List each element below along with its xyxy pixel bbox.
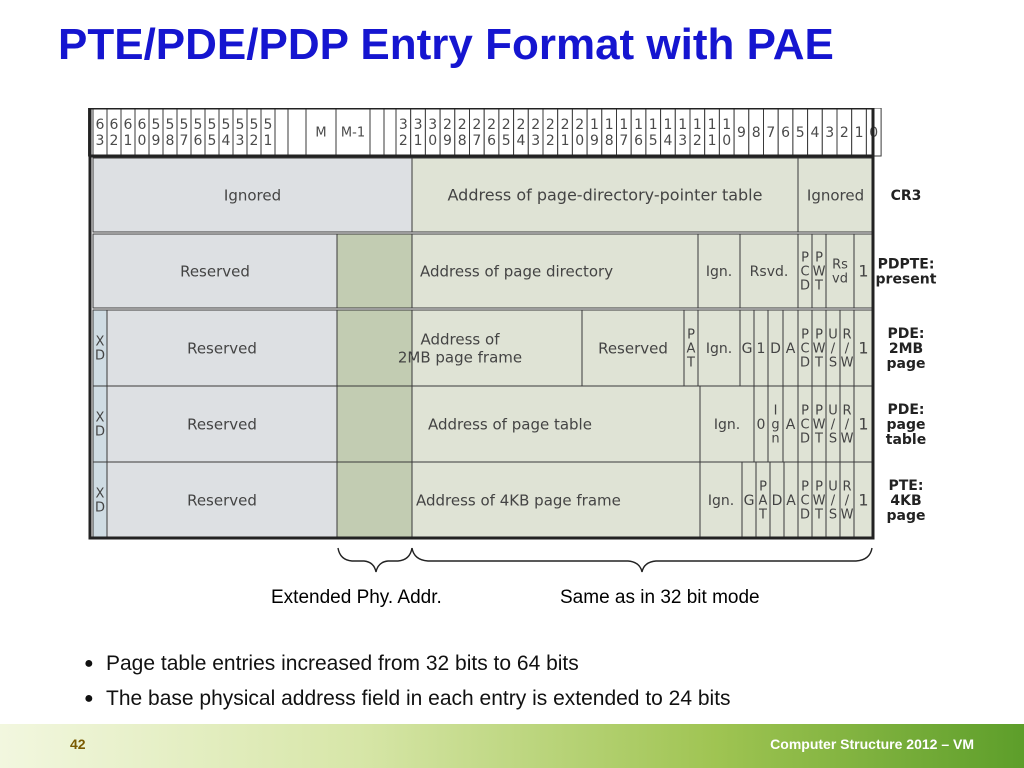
footer-text: Computer Structure 2012 – VM <box>770 736 974 752</box>
bit-low-30-text: 2 <box>839 124 849 141</box>
bit-low-19-text: 1 3 <box>678 116 688 149</box>
bit-m-text: M <box>315 125 327 141</box>
pde2mb-xd-text: X D <box>94 334 106 364</box>
bit-low-2-text: 3 0 <box>428 116 438 149</box>
pdpte-pwt-text: P W T <box>812 250 826 294</box>
pdetable-ign2-text: I g n <box>771 403 780 447</box>
bit-low-14-text: 1 8 <box>604 116 614 149</box>
pde2mb-pat-text: P A T <box>686 327 696 371</box>
bit-low-13-text: 1 9 <box>589 116 599 149</box>
pte4kb-a-text: A <box>786 492 796 509</box>
bit-low-15-text: 1 7 <box>619 116 629 149</box>
same-as-32bit-label: Same as in 32 bit mode <box>560 587 760 608</box>
bit-low-0-text: 3 2 <box>398 116 408 149</box>
bit-high-9-text: 5 4 <box>221 116 231 149</box>
bit-low-20-text: 1 2 <box>692 116 702 149</box>
bit-low-12-text: 2 0 <box>575 116 585 149</box>
page-number: 42 <box>70 736 86 752</box>
pdetable-pwt-text: P W T <box>812 403 826 447</box>
pte4kb-pat-text: P A T <box>758 479 768 523</box>
cr3-address-text: Address of page-directory-pointer table <box>447 185 763 205</box>
bit-low-6-text: 2 6 <box>487 116 497 149</box>
cr3-ignored-high-text: Ignored <box>223 186 282 205</box>
bit-low-3-text: 2 9 <box>442 116 452 149</box>
bit-high-0-text: 6 3 <box>95 116 105 149</box>
footer-bar <box>0 724 1024 768</box>
pdetable-rw-text: R / W <box>840 403 854 447</box>
pde2mb-reserved2-text: Reserved <box>598 339 668 358</box>
pdpte-rsvd-text: Rsvd. <box>749 263 789 280</box>
pdetable-a-text: A <box>785 416 796 433</box>
bit-low-9-text: 2 3 <box>531 116 541 149</box>
bit-high-5-text: 5 8 <box>165 116 175 149</box>
pdpte-one-text: 1 <box>858 261 869 281</box>
pde2mb-a-text: A <box>785 340 796 357</box>
bit-high-4-text: 5 9 <box>151 116 161 149</box>
bit-high-10-text: 5 3 <box>235 116 245 149</box>
pdetable-xd-text: X D <box>94 410 106 440</box>
bit-low-31-text: 1 <box>854 124 864 141</box>
bit-low-27-text: 5 <box>795 124 805 141</box>
bit-low-4-text: 2 8 <box>457 116 467 149</box>
bit-low-7-text: 2 5 <box>501 116 511 149</box>
pte4kb-ign-text: Ign. <box>707 492 735 509</box>
bullet-dot-icon: ● <box>84 655 94 672</box>
bit-low-22-text: 1 0 <box>722 116 732 149</box>
pde2mb-g-text: G <box>741 340 753 357</box>
pte4kb-us-text: U / S <box>828 479 838 523</box>
pte4kb-xd-text: X D <box>94 486 106 516</box>
pde2mb-us-text: U / S <box>828 327 838 371</box>
bullet-list <box>82 646 731 716</box>
bit-low-5-text: 2 7 <box>472 116 482 149</box>
pde2mb-one-mid-text: 1 <box>756 340 766 357</box>
extended-phy-addr-label: Extended Phy. Addr. <box>271 587 442 608</box>
bit-low-18-text: 1 4 <box>663 116 673 149</box>
bit-high-3-text: 6 0 <box>137 116 147 149</box>
pdetable-pcd-text: P C D <box>799 403 811 447</box>
pdetable-address-text: Address of page table <box>428 415 592 434</box>
bit-high-1-text: 6 2 <box>109 116 119 149</box>
bit-high-6-text: 5 7 <box>179 116 189 149</box>
pte4kb-reserved-text: Reserved <box>187 491 257 510</box>
pdetable-zero-text: 0 <box>756 416 766 433</box>
pde2mb-pwt-text: P W T <box>812 327 826 371</box>
pde2mb-pcd-text: P C D <box>799 327 811 371</box>
pdpte-ign-text: Ign. <box>705 263 733 280</box>
bit-high-11-text: 5 2 <box>249 116 259 149</box>
bit-low-26-text: 6 <box>781 124 791 141</box>
bit-low-28-text: 4 <box>810 124 820 141</box>
bit-low-32-text: 0 <box>869 124 879 141</box>
pte4kb-address-text: Address of 4KB page frame <box>416 491 621 510</box>
pde2mb-reserved-text: Reserved <box>187 339 257 358</box>
pdpte-address-text: Address of page directory <box>420 262 614 281</box>
pde2mb-one-text: 1 <box>858 338 869 358</box>
pdpte-pcd-text: P C D <box>799 250 811 294</box>
pdpte-label: PDPTE: present <box>875 256 937 288</box>
pdetable-ign-text: Ign. <box>713 416 741 433</box>
bit-low-24-text: 8 <box>751 124 761 141</box>
pdetable-one-text: 1 <box>858 414 869 434</box>
bullet-dot-icon: ● <box>84 690 94 707</box>
pte4kb-one-text: 1 <box>858 490 869 510</box>
brace-same <box>412 548 872 572</box>
pte4kb-g-text: G <box>743 492 755 509</box>
pdpte-reserved-text: Reserved <box>180 262 250 281</box>
bit-m1-text: M-1 <box>340 125 366 141</box>
pde2mb-address-text: Address of 2MB page frame <box>397 330 523 367</box>
pde2mb-ign-text: Ign. <box>705 340 733 357</box>
brace-extended <box>338 548 412 572</box>
pdetable-reserved-text: Reserved <box>187 415 257 434</box>
bullet-item: ● The base physical address field in each entry is extended to 24 bits <box>82 681 731 716</box>
pte4kb-rw-text: R / W <box>840 479 854 523</box>
bit-low-17-text: 1 5 <box>648 116 658 149</box>
bit-high-12-text: 5 1 <box>263 116 273 149</box>
bit-low-23-text: 9 <box>736 124 746 141</box>
bit-low-16-text: 1 6 <box>634 116 644 149</box>
bullet-item: ● Page table entries increased from 32 bits to 64 bits <box>82 646 731 681</box>
pde2mb-rw-text: R / W <box>840 327 854 371</box>
bit-low-10-text: 2 2 <box>545 116 555 149</box>
pdpte-rsvd2-text: Rs vd <box>832 257 848 287</box>
bit-low-29-text: 3 <box>825 124 835 141</box>
bit-high-7-text: 5 6 <box>193 116 203 149</box>
slide-title: PTE/PDE/PDP Entry Format with PAE <box>58 20 834 69</box>
bit-high-2-text: 6 1 <box>123 116 133 149</box>
bit-low-21-text: 1 1 <box>707 116 717 149</box>
bit-high-8-text: 5 5 <box>207 116 217 149</box>
pte4kb-d-text: D <box>771 492 783 509</box>
pte4kb-pcd-text: P C D <box>799 479 811 523</box>
pde2mb-label: PDE: 2MB page <box>886 325 926 372</box>
pdetable-label: PDE: page table <box>885 401 927 448</box>
pte4kb-label: PTE: 4KB page <box>886 477 926 524</box>
pde2mb-d-text: D <box>770 340 781 357</box>
bit-low-11-text: 2 1 <box>560 116 570 149</box>
bit-low-8-text: 2 4 <box>516 116 526 149</box>
pte4kb-pwt-text: P W T <box>812 479 826 523</box>
bit-low-1-text: 3 1 <box>413 116 423 149</box>
cr3-ignored-low-text: Ignored <box>806 186 865 205</box>
bit-low-25-text: 7 <box>766 124 776 141</box>
cr3-label: CR3 <box>890 187 922 204</box>
pdetable-us-text: U / S <box>828 403 838 447</box>
